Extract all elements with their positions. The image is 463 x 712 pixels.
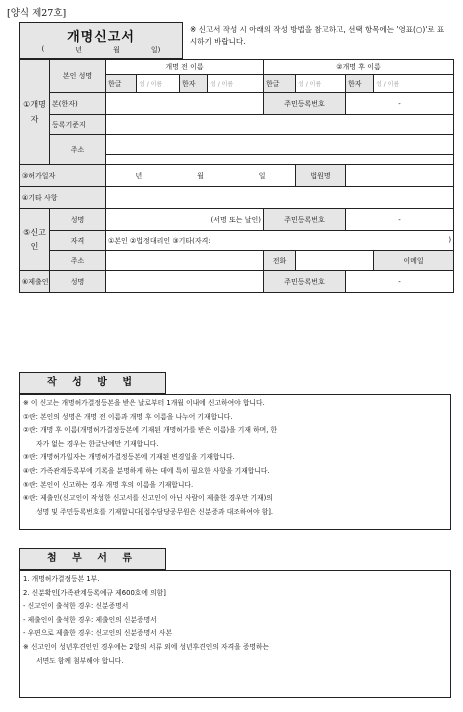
before-hanja-hint: 성 / 이름 bbox=[210, 81, 234, 88]
instruction-line: ③란: 개명허가일자는 개명허가결정등본에 기재된 변경일을 기재합니다. bbox=[23, 453, 235, 462]
self-rrn-label: 주민등록번호 bbox=[264, 93, 346, 115]
header-note: ※ 신고서 작성 시 아래의 작성 방법을 참고하고, 선택 항목에는 '영표(○)'로 표시하기 바랍니다. bbox=[190, 25, 445, 46]
reporter-address-label: 주소 bbox=[50, 251, 106, 271]
self-address-field[interactable] bbox=[106, 135, 454, 155]
attachment-line: - 우편으로 제출한 경우: 신고인의 신분증명서 사본 bbox=[23, 629, 173, 638]
reporter-name-field[interactable] bbox=[106, 209, 264, 231]
after-hanja-field[interactable] bbox=[374, 75, 454, 93]
reporter-rrn-field[interactable] bbox=[346, 209, 454, 231]
date-year-label: 년 bbox=[75, 46, 83, 54]
sign-hint: (서명 또는 날인) bbox=[210, 215, 262, 224]
report-table bbox=[19, 59, 454, 293]
instruction-line: 자가 없는 경우는 한글난에만 기재합니다. bbox=[36, 439, 159, 448]
attachment-line: - 제출인이 출석한 경우: 제출인의 신분증명서 bbox=[23, 615, 157, 624]
before-name-header: 개명 전 이름 bbox=[106, 60, 264, 75]
qualification-options: ①본인 ②법정대리인 ③기타(자격: bbox=[108, 236, 211, 245]
permission-year: 년 bbox=[135, 171, 143, 180]
court-label: 법원명 bbox=[296, 165, 346, 187]
submitter-rrn-field[interactable] bbox=[346, 271, 454, 293]
self-rrn-field[interactable] bbox=[346, 93, 454, 115]
qualification-field[interactable] bbox=[106, 231, 454, 251]
attachments-title: 첨 부 서 류 bbox=[19, 548, 166, 570]
instruction-line: ⑤란: 본인이 신고하는 경우 개명 후의 이름을 기재합니다. bbox=[23, 480, 194, 489]
instruction-line: ※ 이 신고는 개명허가결정등본을 받은 날로부터 1개월 이내에 신고하여야 합니다. bbox=[23, 399, 265, 407]
qualification-close: ) bbox=[448, 235, 452, 244]
before-hangul-label: 한글 bbox=[106, 75, 137, 93]
section1-label: ①개명자 bbox=[20, 60, 50, 165]
attachment-line: 1. 개명허가결정등본 1부. bbox=[23, 575, 100, 583]
permission-date-label: ③허가일자 bbox=[20, 165, 106, 187]
origin-label: 본(한자) bbox=[50, 93, 106, 115]
after-hangul-field[interactable] bbox=[296, 75, 346, 93]
reporter-rrn-label: 주민등록번호 bbox=[264, 209, 346, 231]
self-address-label: 주소 bbox=[50, 135, 106, 165]
registry-label: 등록기준지 bbox=[50, 115, 106, 135]
attachment-line: ※ 신고인이 성년후견인인 경우에는 2항의 서류 외에 성년후견인의 자격을 증명하는 bbox=[23, 642, 270, 651]
submitter-label: ⑥제출인 bbox=[20, 271, 50, 293]
instruction-line: ①란: 본인의 성명은 개명 전 이름과 개명 후 이름을 나누어 기재합니다. bbox=[23, 412, 233, 421]
other-matters-field[interactable] bbox=[106, 187, 454, 209]
attachment-line: - 신고인이 출석한 경우: 신분증명서 bbox=[23, 602, 129, 611]
origin-field[interactable] bbox=[106, 93, 264, 115]
attachment-line: 서면도 함께 첨부해야 합니다. bbox=[36, 656, 124, 665]
submitter-name-label: 성명 bbox=[50, 271, 106, 293]
title-box bbox=[19, 22, 183, 59]
registry-field[interactable] bbox=[106, 115, 454, 135]
permission-day: 일 bbox=[258, 171, 266, 180]
reporter-name-label: 성명 bbox=[50, 209, 106, 231]
permission-date-field[interactable] bbox=[106, 165, 296, 187]
date-open: ( bbox=[41, 45, 45, 53]
other-matters-label: ④기타 사항 bbox=[20, 187, 106, 209]
submitter-rrn-dash: - bbox=[398, 277, 401, 286]
form-title: 개명신고서 bbox=[67, 30, 135, 45]
instructions-box bbox=[19, 394, 451, 530]
instructions-title: 작 성 방 법 bbox=[19, 372, 166, 394]
phone-label: 전화 bbox=[264, 251, 296, 271]
after-name-header: ②개명 후 이름 bbox=[264, 60, 454, 75]
instruction-line: ⑥란: 제출인(신고인이 작성한 신고서를 신고인이 아닌 사람이 제출한 경우만 기재)의 bbox=[23, 494, 273, 503]
phone-field[interactable] bbox=[296, 251, 374, 271]
before-hanja-field[interactable] bbox=[208, 75, 264, 93]
qualification-label: 자격 bbox=[50, 231, 106, 251]
section5-label: ⑤신고인 bbox=[20, 209, 50, 271]
after-hanja-hint: 성 / 이름 bbox=[376, 81, 400, 88]
before-hanja-label: 한자 bbox=[180, 75, 208, 93]
reporter-address-field[interactable] bbox=[106, 251, 264, 271]
instruction-line: ②란: 개명 후 이름(개명허가결정등본에 기재된 개명허가를 받은 이름)을 기재 하며, 한 bbox=[23, 426, 278, 435]
after-hanja-label: 한자 bbox=[346, 75, 374, 93]
email-label: 이메일 bbox=[374, 251, 454, 271]
submitter-rrn-label: 주민등록번호 bbox=[264, 271, 346, 293]
self-rrn-dash: - bbox=[398, 99, 401, 108]
reporter-rrn-dash: - bbox=[398, 215, 401, 224]
court-field[interactable] bbox=[346, 165, 454, 187]
self-name-label: 본인 성명 bbox=[50, 60, 106, 93]
before-hangul-field[interactable] bbox=[137, 75, 180, 93]
after-hangul-label: 한글 bbox=[264, 75, 296, 93]
attachment-line: 2. 신분확인[가족관계등록예규 제600호에 의함] bbox=[23, 588, 166, 597]
date-month-label: 월 bbox=[113, 46, 120, 54]
attachments-box bbox=[19, 570, 451, 698]
instruction-line: 성명 및 주민등록번호를 기재합니다[접수담당공무원은 신분증과 대조하여야 함]. bbox=[36, 507, 274, 516]
report-date bbox=[20, 45, 182, 55]
permission-month: 월 bbox=[197, 171, 204, 180]
date-day-label: 일) bbox=[150, 46, 161, 54]
self-address-field-2[interactable] bbox=[106, 155, 454, 165]
submitter-name-field[interactable] bbox=[106, 271, 264, 293]
instruction-line: ④란: 가족관계등록부에 기록을 분명하게 하는 데에 특히 필요한 사항을 기재합니다. bbox=[23, 466, 270, 475]
form-number: [양식 제27호] bbox=[7, 8, 67, 19]
after-hangul-hint: 성 / 이름 bbox=[298, 81, 322, 88]
before-hangul-hint: 성 / 이름 bbox=[139, 81, 163, 88]
